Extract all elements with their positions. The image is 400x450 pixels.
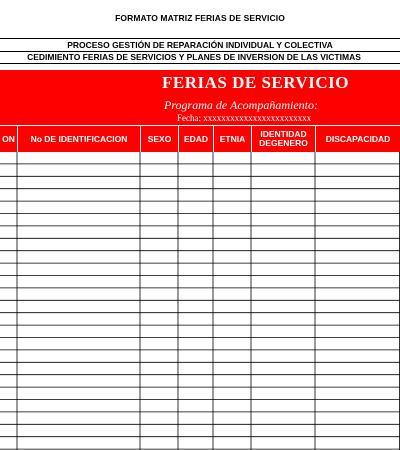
table-grid bbox=[0, 152, 400, 450]
col-header-on: ON bbox=[2, 133, 15, 144]
col-header-edad: EDAD bbox=[178, 126, 213, 152]
banner-title: FERIAS DE SERVICIO bbox=[162, 73, 349, 92]
col-header-discapacidad: DISCAPACIDAD bbox=[315, 126, 400, 152]
banner bbox=[0, 70, 400, 125]
col-header-identidad-genero: IDENTIDAD DEGENERO bbox=[251, 126, 315, 152]
process-name: PROCESO GESTIÓN DE REPARACIÓN INDIVIDUAL Y COLECTIVA bbox=[0, 38, 400, 52]
data-table-body bbox=[0, 152, 400, 450]
banner-date: Fecha: xxxxxxxxxxxxxxxxxxxxxxxx bbox=[177, 113, 312, 123]
procedure-name: CEDIMIENTO FERIAS DE SERVICIOS Y PLANES DE INVERSION DE LAS VICTIMAS bbox=[0, 51, 400, 64]
table-header bbox=[0, 126, 400, 152]
col-header-sexo: SEXO bbox=[140, 126, 178, 152]
banner-subtitle: Programa de Acompañamiento: bbox=[164, 98, 318, 112]
col-header-identificacion: No DE IDENTIFICACION bbox=[17, 126, 140, 152]
document-title: FORMATO MATRIZ FERIAS DE SERVICIO bbox=[115, 13, 285, 23]
col-header-etnia: ETNIA bbox=[213, 126, 251, 152]
